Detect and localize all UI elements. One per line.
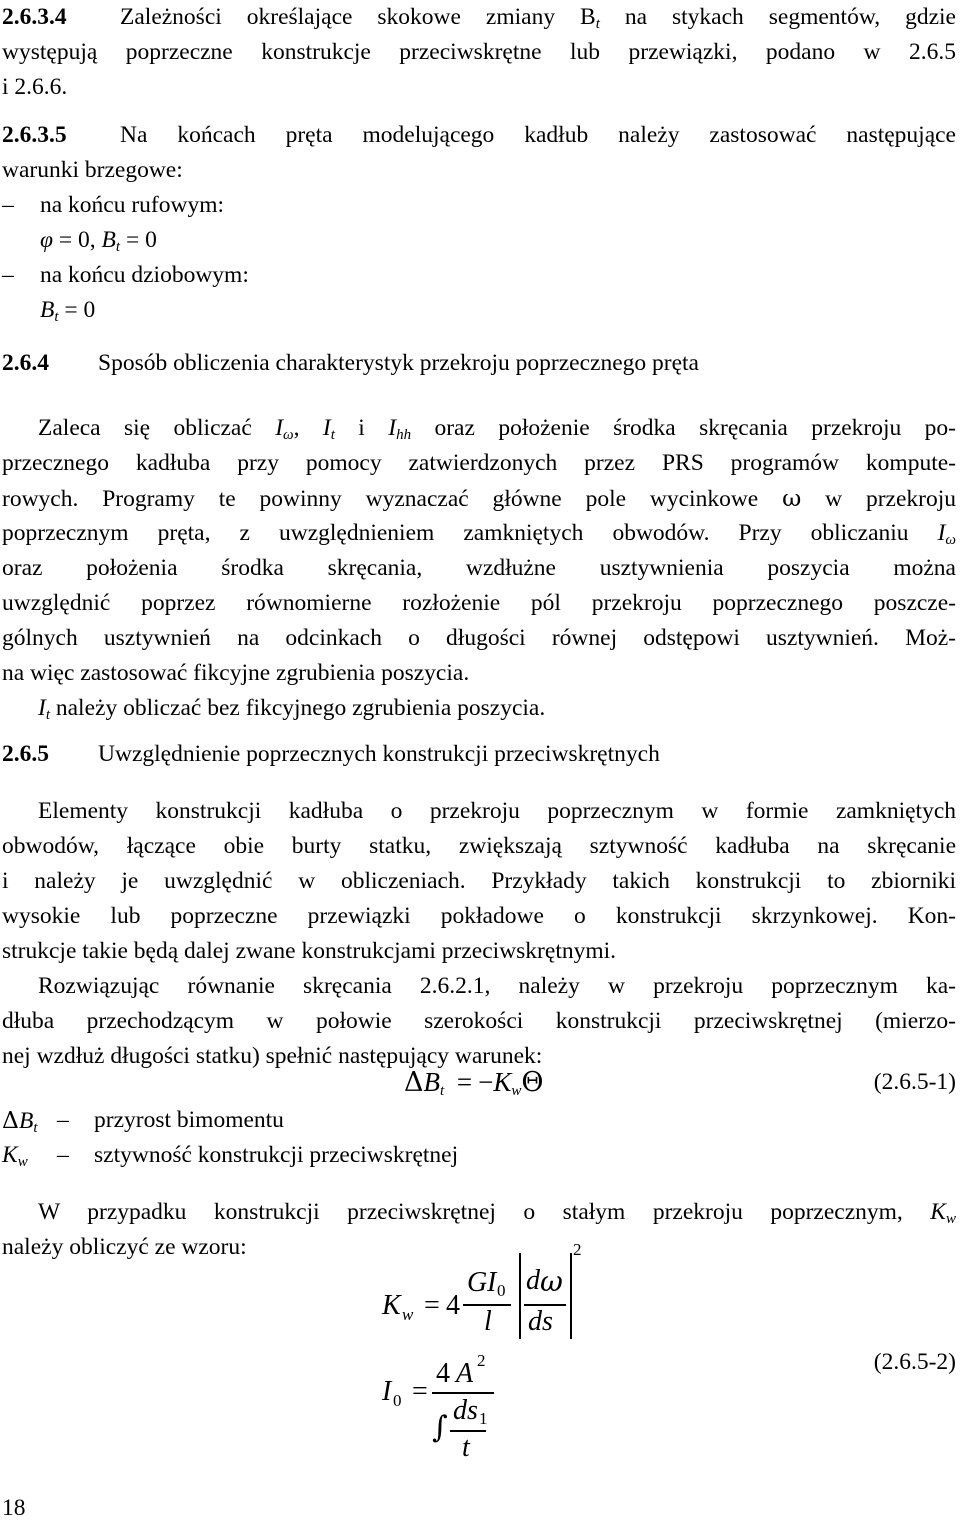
- paragraph-265-line4: wysokie lub poprzeczne przewiązki pokładowe o konstrukcji skrzynkowej. Kon-: [2, 903, 956, 929]
- definition-text: przyrost bimomentu: [94, 1107, 284, 1133]
- paragraph-264-line5: oraz położenia środka skręcania, wzdłużne usztywnienia poszycia można: [2, 555, 956, 581]
- paragraph-2634-line1: 2.6.3.4 Zależności określające skokowe zmiany $B_t$ na stykach segmentów, gdzie: [2, 0, 956, 35]
- boundary-condition-1: φ = 0, $B_t = 0$: [40, 227, 157, 255]
- section-heading-264: [2, 346, 956, 381]
- paragraph-2634-line3: i 2.6.6.: [2, 74, 68, 100]
- equation-number: (2.6.5-1): [873, 1069, 956, 1095]
- section-title: Uwzględnienie poprzecznych konstrukcji przeciwskrętnych: [98, 741, 660, 767]
- section-title: Sposób obliczenia charakterystyk przekroju poprzecznego pręta: [98, 350, 699, 376]
- paragraph-265-p2-line1: Rozwiązując równanie skręcania 2.6.2.1, należy w przekroju poprzecznym ka-: [38, 973, 956, 999]
- paragraph-2635-line2: warunki brzegowe:: [2, 157, 183, 183]
- paragraph-264-line7: gólnych usztywnień na odcinkach o długości równej odstępowi usztywnień. Moż-: [2, 625, 956, 651]
- paragraph-264-line3: rowych. Programy te powinny wyznaczać główne pole wycinkowe ω w przekroju: [2, 484, 956, 512]
- paragraph-2635-line1: 2.6.3.5 Na końcach pręta modelującego kadłub należy zastosować następujące: [2, 118, 956, 153]
- abs-bar-left: [519, 1253, 521, 1339]
- section-number: 2.6.3.5: [2, 122, 67, 148]
- paragraph-264-p2: $I_t$ należy obliczać bez fikcyjnego zgrubienia poszycia.: [38, 695, 546, 723]
- boundary-condition-2: $B_t = 0$: [40, 297, 96, 325]
- definition-text: sztywność konstrukcji przeciwskrętnej: [94, 1142, 459, 1168]
- paragraph-265-p3-line1: W przypadku konstrukcji przeciwskrętnej o stałym przekroju poprzecznym, $K_w$: [38, 1199, 956, 1227]
- list-item: – na końcu dziobowym:: [2, 262, 249, 288]
- section-heading-265: [2, 737, 956, 772]
- fraction-bar: [432, 1392, 494, 1394]
- list-item: – na końcu rufowym:: [2, 192, 225, 218]
- paragraph-265-line2: obwodów, łączące obie burty statku, zwiększają sztywność kadłuba na skręcanie: [2, 833, 956, 859]
- equation-2651: $\Delta B_t = -K_w\Theta$: [404, 1067, 544, 1099]
- paragraph-264-line1: Zaleca się obliczać $I_\omega$, $I_t$ i $I_{hh}$ oraz położenie środka skręcania przekroju po-: [38, 415, 957, 443]
- paragraph-264-line2: przecznego kadłuba przy pomocy zatwierdzonych przez PRS programów kompute-: [2, 450, 956, 476]
- paragraph-265-p2-line3: nej wzdłuż długości statku) spełnić następujący warunek:: [2, 1043, 543, 1069]
- page-number: 18: [2, 1495, 26, 1521]
- paragraph-264-line6: uwzględnić poprzez równomierne rozłożenie pól przekroju poprzecznego poszcze-: [2, 590, 956, 616]
- definition-kw: $K_w$: [2, 1142, 28, 1170]
- equation-number: (2.6.5-2): [873, 1349, 956, 1375]
- paragraph-264-line4: poprzecznym pręta, z uwzględnieniem zamkniętych obwodów. Przy obliczaniu $I_\omega$: [2, 520, 956, 548]
- document-page: 2.6.3.4 Zależności określające skokowe zmiany $B_t$ na stykach segmentów, gdzie występują poprzeczne konstrukcje przeciwskrętne lub przewiązki, podano w 2.6.5 i 2.6.6. 2.6.3.5 Na końcach pręta modelującego kadłub należy zastosować następujące warunki brzegowe: – na końcu rufowym: φ = 0, $B_t = 0$ – na końcu dziobowym: $B_t = 0$ 2.6.4 Sposób obliczenia charakterystyk przekroju poprzecznego pręta Zaleca się obliczać $I_\omega$, $I_t$ i $I_{hh}$ oraz położenie środka skręcania przekroju po- przecznego kadłuba przy pomocy zatwierdzonych przez PRS programów kompute- rowych. Programy te powinny wyznaczać główne pole wycinkowe ω w przekroju poprzecznym pręta, z uwzględnieniem zamkniętych obwodów. Przy obliczaniu $I_\omega$ oraz położenia środka skręcania, wzdłużne usztywnienia poszycia można uwzględnić poprzez równomierne rozłożenie pól przekroju poprzecznego poszcze- gólnych usztywnień na odcinkach o długości równej odstępowi usztywnień. Moż- na więc zastosować fikcyjne zgrubienia poszycia. $I_t$ należy obliczać bez fikcyjnego zgrubienia poszycia. 2.6.5 Uwzględnienie poprzecznych konstrukcji przeciwskrętnych Elementy konstrukcji kadłuba o przekroju poprzecznym w formie zamkniętych obwodów, łączące obie burty statku, zwiększają sztywność kadłuba na skręcanie i należy je uwzględnić w obliczeniach. Przykłady takich konstrukcji to zbiorniki wysokie lub poprzeczne przewiązki pokładowe o konstrukcji skrzynkowej. Kon- strukcje takie będą dalej zwane konstrukcjami przeciwskrętnymi. Rozwiązując równanie skręcania 2.6.2.1, należy w przekroju poprzecznym ka- dłuba przechodzącym w połowie szerokości konstrukcji przeciwskrętnej (mierzo- nej wzdłuż długości statku) spełnić następujący warunek: $\Delta B_t = -K_w\Theta$ (2.6.5-1) $\Delta B_t$ – przyrost bimomentu $K_w$ – sztywność konstrukcji przeciwskrętnej W przypadku konstrukcji przeciwskrętnej o stałym przekroju poprzecznym, $K_w$ należy obliczyć ze wzoru: K w = 4 G I 0 l d ω ds 2 I 0 = 4 A 2 ds 1 ∫ t (2.6.5-2) 18: [0, 0, 960, 1522]
- definition-delta-bt: $\Delta B_t$: [2, 1106, 38, 1136]
- paragraph-265-line5: strukcje takie będą dalej zwane konstrukcjami przeciwskrętnymi.: [2, 938, 617, 964]
- section-number: 2.6.3.4: [2, 4, 67, 30]
- section-number: 2.6.5: [2, 741, 49, 767]
- abs-bar-right: [570, 1253, 572, 1339]
- paragraph-265-p2-line2: dłuba przechodzącym w połowie szerokości konstrukcji przeciwskrętnej (mierzo-: [2, 1008, 956, 1034]
- paragraph-265-line1: Elementy konstrukcji kadłuba o przekroju poprzecznym w formie zamkniętych: [38, 798, 956, 824]
- section-number: 2.6.4: [2, 350, 49, 376]
- paragraph-2634-line2: występują poprzeczne konstrukcje przeciwskrętne lub przewiązki, podano w 2.6.5: [2, 39, 956, 65]
- paragraph-265-p3-line2: należy obliczyć ze wzoru:: [2, 1234, 247, 1260]
- paragraph-265-line3: i należy je uwzględnić w obliczeniach. Przykłady takich konstrukcji to zbiorniki: [2, 868, 956, 894]
- paragraph-264-line8: na więc zastosować fikcyjne zgrubienia poszycia.: [2, 660, 470, 686]
